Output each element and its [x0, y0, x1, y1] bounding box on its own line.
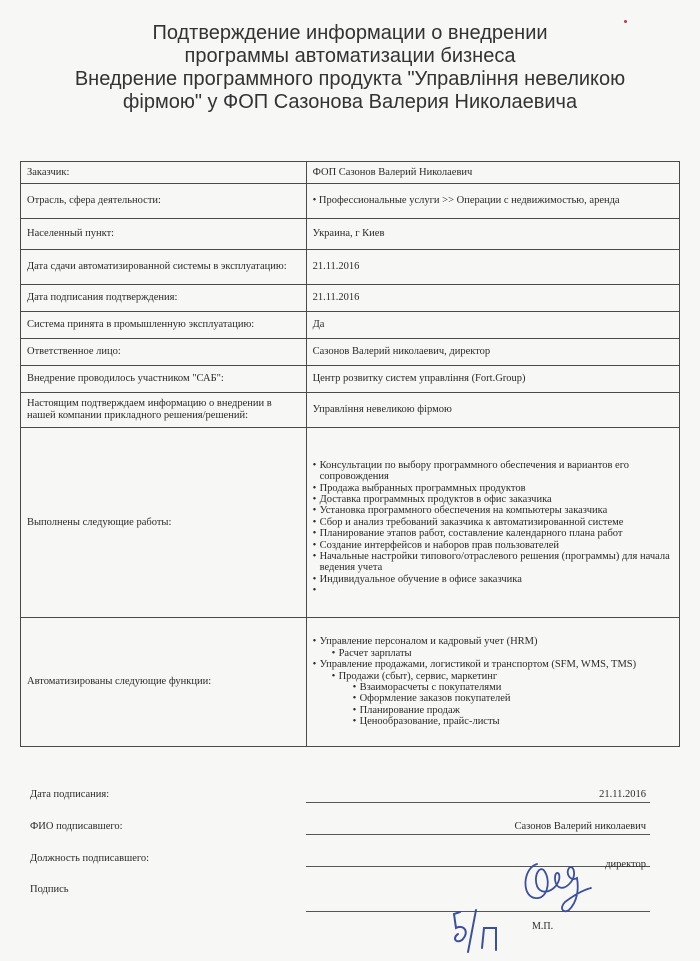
customer-value: ФОП Сазонов Валерий Николаевич	[306, 162, 679, 184]
table-row	[21, 339, 680, 366]
participant-label: Внедрение проводилось участником "САБ":	[21, 366, 307, 393]
list-item: • Создание интерфейсов и наборов прав пользователей	[313, 540, 673, 551]
list-item: • Доставка программных продуктов в офис заказчика	[313, 494, 673, 505]
table-row	[21, 428, 680, 618]
functions-value	[306, 618, 679, 747]
list-item: • Индивидуальное обучение в офисе заказчика	[313, 574, 673, 585]
sign-date-value: 21.11.2016	[306, 285, 679, 312]
list-item: • Сбор и анализ требований заказчика к автоматизированной системе	[313, 517, 673, 528]
signoff-signature-label: Подпись	[30, 884, 69, 895]
info-table	[20, 161, 680, 747]
list-item: • Взаиморасчеты с покупателями	[353, 682, 673, 693]
signoff-position-line	[306, 866, 650, 867]
list-item	[332, 671, 673, 728]
table-row	[21, 285, 680, 312]
sign-date-label: Дата подписания подтверждения:	[21, 285, 307, 312]
participant-value: Центр розвитку систем управління (Fort.Group)	[306, 366, 679, 393]
signoff-name-line	[306, 834, 650, 835]
stamp-placeholder-mp: М.П.	[532, 921, 554, 932]
delivery-date-label: Дата сдачи автоматизированной системы в эксплуатацию:	[21, 250, 307, 285]
table-row	[21, 393, 680, 428]
handwritten-note-bp	[450, 908, 512, 956]
list-item: • Оформление заказов покупателей	[353, 693, 673, 704]
works-value	[306, 428, 679, 618]
list-item: • Консультации по выбору программного обеспечения и вариантов его сопровождения	[313, 460, 673, 483]
list-item: • Планирование этапов работ, составление календарного плана работ	[313, 528, 673, 539]
title-line-1: Подтверждение информации о внедрении	[152, 22, 548, 44]
signoff-position-value: директор	[605, 859, 646, 870]
delivery-date-value: 21.11.2016	[306, 250, 679, 285]
document-title	[20, 22, 680, 114]
industry-value: • Профессиональные услуги >> Операции с недвижимостью, аренда	[306, 184, 679, 219]
accepted-label: Система принята в промышленную эксплуатацию:	[21, 312, 307, 339]
signoff-position-label: Должность подписавшего:	[30, 853, 150, 864]
title-line-2: программы автоматизации бизнеса	[184, 45, 516, 67]
functions-list	[313, 636, 673, 727]
handwritten-signature	[515, 852, 595, 914]
works-label: Выполнены следующие работы:	[21, 428, 307, 618]
table-row	[21, 312, 680, 339]
responsible-value: Сазонов Валерий николаевич, директор	[306, 339, 679, 366]
table-row	[21, 184, 680, 219]
sales-marketing-sublist	[353, 682, 673, 728]
title-line-3: Внедрение программного продукта "Управління невеликою	[74, 68, 626, 90]
signoff-name-value: Сазонов Валерий николаевич	[514, 821, 646, 832]
title-line-4: фірмою" у ФОП Сазонова Валерия Николаевича	[122, 91, 578, 113]
table-row	[21, 219, 680, 250]
works-list	[313, 460, 673, 585]
signoff-name-label: ФИО подписавшего:	[30, 821, 123, 832]
sales-sublist	[332, 671, 673, 728]
hrm-sublist	[332, 648, 673, 659]
confirm-value: Управління невеликою фірмою	[306, 393, 679, 428]
list-item: • Планирование продаж	[353, 705, 673, 716]
table-row	[21, 618, 680, 747]
table-row	[21, 162, 680, 184]
customer-label: Заказчик:	[21, 162, 307, 184]
list-item: • Продажа выбранных программных продуктов	[313, 483, 673, 494]
table-row	[21, 366, 680, 393]
signoff-date-value: 21.11.2016	[599, 789, 646, 800]
industry-label: Отрасль, сфера деятельности:	[21, 184, 307, 219]
hrm-item: Управление персоналом и кадровый учет (HRM)	[319, 636, 538, 648]
signoff-date-line	[306, 802, 650, 803]
signoff-date-label: Дата подписания:	[30, 789, 110, 800]
table-row	[21, 250, 680, 285]
sales-item: Управление продажами, логистикой и транспортом (SFM, WMS, TMS)	[319, 659, 637, 671]
list-item: • Установка программного обеспечения на компьютеры заказчика	[313, 505, 673, 516]
sales-marketing-item: Продажи (сбыт), сервис, маркетинг	[338, 670, 498, 682]
list-item: • Ценообразование, прайс-листы	[353, 716, 673, 727]
functions-label: Автоматизированы следующие функции:	[21, 618, 307, 747]
list-item: • Начальные настройки типового/отраслевого решения (программы) для начала ведения учета	[313, 551, 673, 574]
list-item	[313, 659, 673, 727]
city-label: Населенный пункт:	[21, 219, 307, 250]
list-item: • Расчет зарплаты	[332, 648, 673, 659]
responsible-label: Ответственное лицо:	[21, 339, 307, 366]
list-item	[313, 636, 673, 659]
confirm-label: Настоящим подтверждаем информацию о внедрении в нашей компании прикладного решения/решений:	[21, 393, 307, 428]
city-value: Украина, г Киев	[306, 219, 679, 250]
accepted-value: Да	[306, 312, 679, 339]
